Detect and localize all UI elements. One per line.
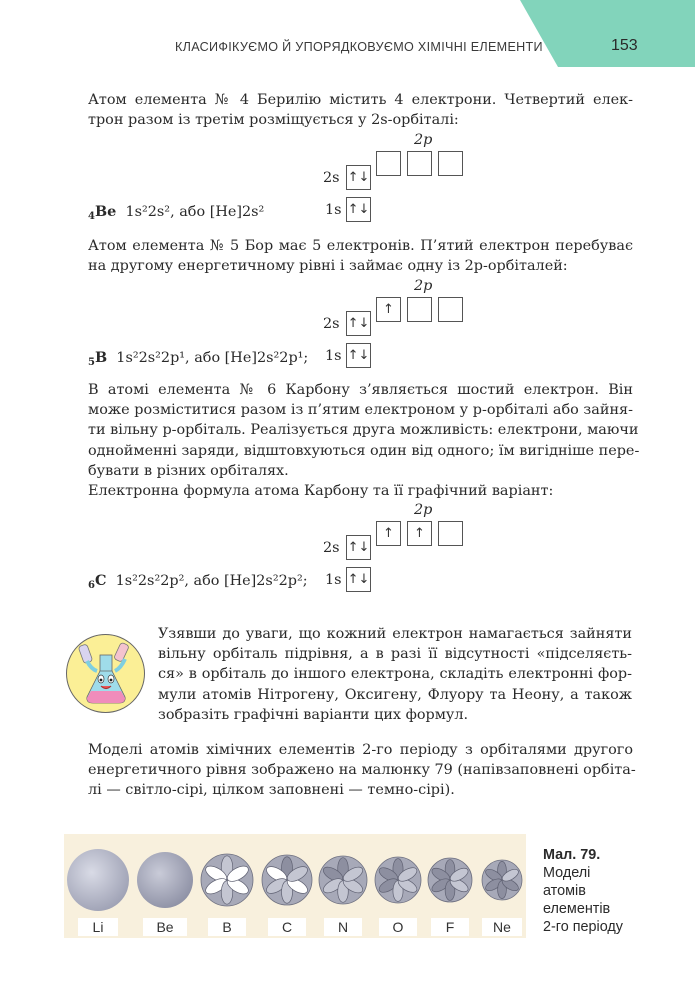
label-2p: 2p xyxy=(414,132,433,148)
label-2s: 2s xyxy=(323,540,340,556)
orbital-1s: ↑↓ xyxy=(346,197,371,222)
text-line: Електронна формула атома Карбону та її графічний варіант: xyxy=(88,483,554,500)
page-number: 153 xyxy=(611,37,638,54)
text-line: однойменні заряди, відштовхуються один від одного; їм вигідніше пере- xyxy=(88,442,640,459)
element-label: Ne xyxy=(482,918,522,936)
text-line: мули атомів Нітрогену, Оксигену, Флуору та Неону, а також xyxy=(158,686,632,703)
text-line: ти вільну p-орбіталь. Реалізується друга можливість: електрони, маючи xyxy=(88,422,639,439)
atom-model-b xyxy=(201,854,253,906)
atomic-number: 4 xyxy=(88,211,95,222)
atomic-number: 6 xyxy=(88,580,95,591)
orbital-1s: ↑↓ xyxy=(346,343,371,368)
atom-model-ne xyxy=(482,860,522,900)
caption-line: Моделі xyxy=(543,865,591,881)
text-line: енергетичного рівня зображено на малюнку 79 (напівзаповнені орбіта- xyxy=(88,762,636,779)
atom-model-f xyxy=(428,858,472,902)
atom-model-c xyxy=(262,855,312,905)
text-line: Узявши до уваги, що кожний електрон намагається зайняти xyxy=(158,626,632,642)
running-title: КЛАСИФІКУЄМО Й УПОРЯДКОВУЄМО ХІМІЧНІ ЕЛЕМЕНТИ xyxy=(175,40,543,54)
element-label: B xyxy=(208,918,246,936)
caption-line: 2-го періоду xyxy=(543,919,624,935)
element-label: C xyxy=(268,918,306,936)
label-2p: 2p xyxy=(414,278,433,294)
element-label: Be xyxy=(143,918,187,936)
text-line: Моделі атомів хімічних елементів 2-го періоду з орбіталями другого xyxy=(88,742,633,758)
electron-formula: 1s²2s²2p², або [He]2s²2p²; xyxy=(115,573,308,589)
label-1s: 1s xyxy=(325,202,342,218)
label-2p: 2p xyxy=(414,502,433,518)
text-line: трон разом із третім розміщується у 2s-орбіталі: xyxy=(88,112,459,129)
electron-formula: 1s²2s², або [He]2s² xyxy=(125,204,265,220)
orbital-2s: ↑↓ xyxy=(346,165,371,190)
element-symbol: C xyxy=(94,572,107,589)
atom-model-li xyxy=(67,849,129,911)
element-label: N xyxy=(324,918,362,936)
text-line: вільну орбіталь підрівня, а в разі її відсутності «підселяєть- xyxy=(158,646,632,663)
caption-line: елементів xyxy=(543,901,611,917)
orbital-2s: ↑↓ xyxy=(346,535,371,560)
figure-caption xyxy=(543,846,683,936)
element-label: Li xyxy=(78,918,118,936)
text-line: В атомі елемента № 6 Карбону з’являється шостий електрон. Він xyxy=(88,382,633,398)
text-line: Атом елемента № 5 Бор має 5 електронів. П’ятий електрон перебуває xyxy=(88,238,633,254)
label-2s: 2s xyxy=(323,316,340,332)
orbital-2p-1: ↑ xyxy=(376,521,401,546)
text-line: може розміститися разом із п’ятим електроном у p-орбіталі або зайня- xyxy=(88,402,633,419)
electron-formula: 1s²2s²2p¹, або [He]2s²2p¹; xyxy=(116,350,309,366)
label-1s: 1s xyxy=(325,572,342,588)
text-line: зобразіть графічні варіанти цих формул. xyxy=(158,706,469,723)
atom-model-be xyxy=(137,852,193,908)
orbital-2p-1: ↑ xyxy=(376,297,401,322)
text-line: бувати в різних орбіталях. xyxy=(88,462,289,479)
element-label: F xyxy=(431,918,469,936)
caption-line: атомів xyxy=(543,883,586,899)
atom-model-o xyxy=(375,857,421,903)
element-label: O xyxy=(379,918,417,936)
element-symbol: B xyxy=(94,349,108,366)
text-line: ся» в орбіталь до іншого електрона, складіть електронні фор- xyxy=(158,666,632,683)
text-line: лі — світло-сірі, цілком заповнені — темно-сірі). xyxy=(88,782,455,799)
orbital-2p-2: ↑ xyxy=(407,521,432,546)
text-line: Атом елемента № 4 Берилію містить 4 електрони. Четвертий елек- xyxy=(88,92,633,108)
element-symbol: Be xyxy=(94,203,117,220)
text-line: на другому енергетичному рівні і займає одну із 2p-орбіталей: xyxy=(88,258,568,275)
orbital-1s: ↑↓ xyxy=(346,567,371,592)
atom-model-n xyxy=(319,856,367,904)
label-1s: 1s xyxy=(325,348,342,364)
caption-title: Мал. 79. xyxy=(543,847,601,863)
atomic-number: 5 xyxy=(88,357,95,368)
orbital-2s: ↑↓ xyxy=(346,311,371,336)
label-2s: 2s xyxy=(323,170,340,186)
